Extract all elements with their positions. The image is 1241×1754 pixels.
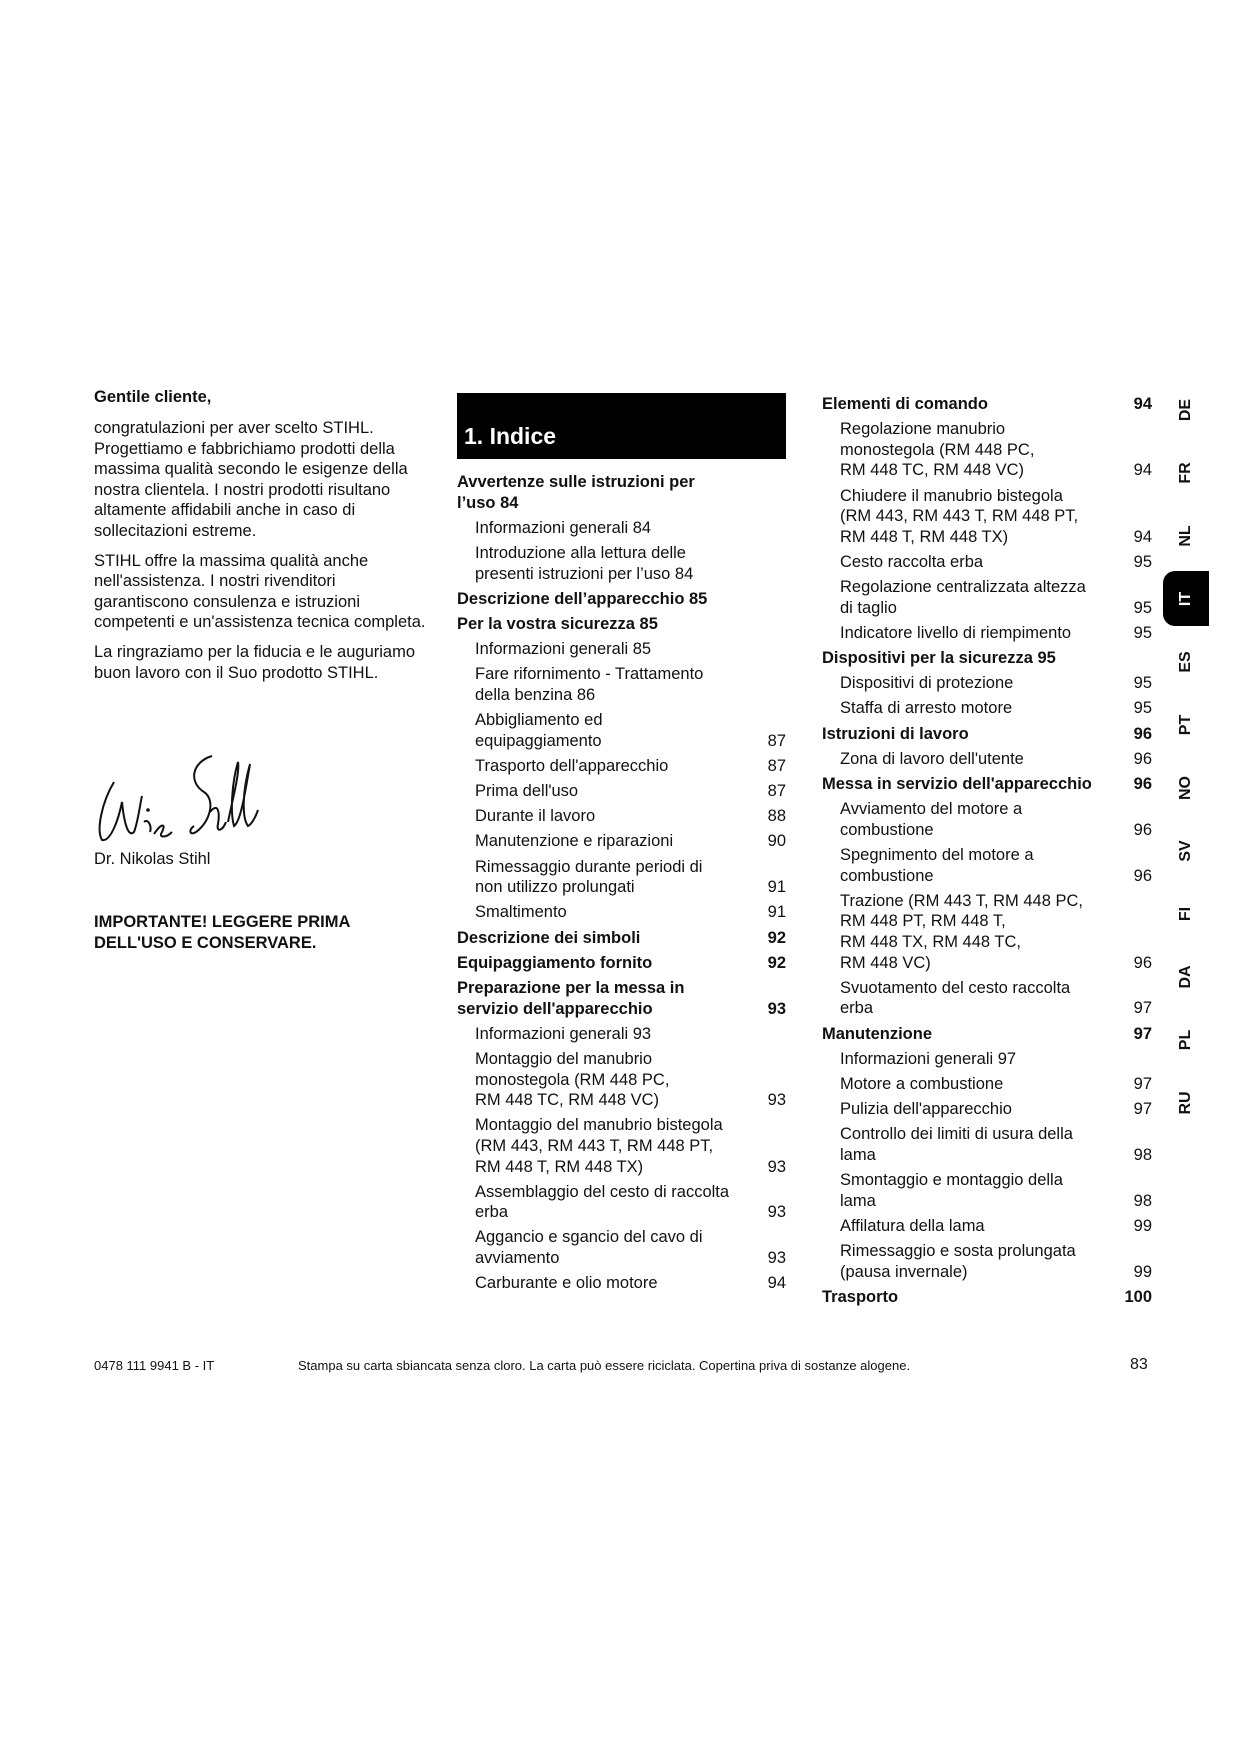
language-tab-fr[interactable] <box>1163 452 1209 493</box>
toc-entry-text: Chiudere il manubrio bistegola (RM 443, RM 443 T, RM 448 PT, RM 448 T, RM 448 TX) <box>840 486 1079 546</box>
toc-subentry[interactable] <box>457 664 786 705</box>
toc-entry-text: Regolazione centralizzata altezza di taglio <box>840 578 1086 617</box>
toc-entry-text: Trasporto dell'apparecchio <box>475 756 669 775</box>
letter-paragraph: STIHL offre la massima qualità anche nell'assistenza. I nostri rivenditori garantiscono consulenza e istruzioni competenti e un'assistenza tecnica completa. <box>94 551 426 632</box>
language-tab-sv[interactable] <box>1163 830 1209 871</box>
language-tab-label: ES <box>1177 650 1194 673</box>
toc-entry-page: 97 <box>1133 1074 1152 1093</box>
toc-entry-page: 94 <box>1133 395 1152 413</box>
toc-entry-text: Smontaggio e montaggio della lama <box>840 1171 1063 1210</box>
toc-subentry[interactable] <box>822 1074 1152 1095</box>
toc-subentry[interactable] <box>822 698 1152 719</box>
toc-subentry[interactable] <box>457 1049 786 1111</box>
language-tab-label: FI <box>1177 906 1194 921</box>
toc-entry-page: 93 <box>767 1157 786 1176</box>
toc-column-1 <box>457 472 786 1298</box>
language-tab-it[interactable] <box>1163 571 1209 626</box>
toc-entry-page: 92 <box>767 953 786 972</box>
toc-subentry[interactable] <box>457 639 786 660</box>
toc-entry-text: Abbigliamento ed equipaggiamento <box>475 711 603 750</box>
language-tab-label: NO <box>1177 775 1194 800</box>
toc-subentry[interactable] <box>822 623 1152 644</box>
toc-subentry[interactable] <box>822 749 1152 770</box>
toc-entry-page: 96 <box>1133 820 1152 839</box>
toc-entry-page: 99 <box>1133 1262 1152 1281</box>
toc-subentry[interactable] <box>822 891 1152 973</box>
toc-entry-text: Informazioni generali 85 <box>475 640 652 659</box>
toc-subentry[interactable] <box>822 577 1152 618</box>
signature-image <box>92 752 262 846</box>
toc-entry-page: 87 <box>767 731 786 750</box>
toc-entry-text: Avviamento del motore a combustione <box>840 800 1023 839</box>
toc-entry-page: 90 <box>767 832 786 851</box>
toc-subentry[interactable] <box>822 978 1152 1019</box>
toc-section-entry[interactable] <box>457 614 786 635</box>
toc-entry-text: Descrizione dei simboli <box>457 928 641 947</box>
toc-entry-page: 97 <box>1133 1100 1152 1119</box>
toc-entry-page: 93 <box>767 1091 786 1110</box>
toc-section-entry[interactable] <box>822 1287 1152 1308</box>
toc-entry-page: 91 <box>767 903 786 922</box>
signer-name: Dr. Nikolas Stihl <box>94 850 211 868</box>
toc-entry-page: 94 <box>1133 461 1152 480</box>
toc-subentry[interactable] <box>457 518 786 539</box>
toc-entry-page: 94 <box>1133 527 1152 546</box>
toc-entry-text: Informazioni generali 97 <box>840 1049 1017 1068</box>
toc-entry-text: Introduzione alla lettura delle presenti istruzioni per l’uso 84 <box>475 543 694 583</box>
toc-entry-page: 100 <box>1124 1287 1152 1306</box>
toc-entry-page: 99 <box>1133 1216 1152 1235</box>
toc-entry-text: Trasporto <box>822 1287 899 1306</box>
language-tab-label: FR <box>1177 461 1194 484</box>
page-number: 83 <box>1130 1356 1148 1373</box>
toc-section-entry[interactable] <box>822 774 1152 795</box>
toc-subentry[interactable] <box>457 756 786 777</box>
language-tab-de[interactable] <box>1163 389 1209 430</box>
toc-entry-text: Messa in servizio dell'apparecchio <box>822 775 1092 794</box>
toc-entry-text: Svuotamento del cesto raccolta erba <box>840 978 1071 1018</box>
toc-entry-text: Avvertenze sulle istruzioni per l’uso 84 <box>457 473 695 512</box>
toc-entry-page: 97 <box>1133 1024 1152 1043</box>
toc-entry-text: Elementi di comando <box>822 395 988 413</box>
toc-subentry[interactable] <box>822 1049 1152 1070</box>
toc-entry-text: Trazione (RM 443 T, RM 448 PC, RM 448 PT, RM 448 T, RM 448 TX, RM 448 TC, RM 448 VC) <box>840 891 1084 972</box>
language-tab-label: RU <box>1177 1090 1194 1115</box>
toc-entry-text: Staffa di arresto motore <box>840 699 1013 718</box>
toc-subentry[interactable] <box>822 1241 1152 1282</box>
toc-section-entry[interactable] <box>457 589 786 610</box>
toc-entry-page: 98 <box>1133 1191 1152 1210</box>
toc-entry-text: Manutenzione <box>822 1024 932 1043</box>
toc-subentry[interactable] <box>457 902 786 923</box>
toc-entry-text: Indicatore livello di riempimento <box>840 623 1072 642</box>
toc-subentry[interactable] <box>457 1227 786 1268</box>
language-tab-da[interactable] <box>1163 956 1209 997</box>
toc-entry-text: Spegnimento del motore a combustione <box>840 846 1034 885</box>
toc-section-entry[interactable] <box>822 648 1152 669</box>
language-tab-es[interactable] <box>1163 641 1209 682</box>
toc-section-entry[interactable] <box>457 978 786 1019</box>
toc-subentry[interactable] <box>457 1273 786 1294</box>
language-tab-fi[interactable] <box>1163 893 1209 934</box>
language-tab-label: IT <box>1177 591 1194 606</box>
toc-section-entry[interactable] <box>457 928 786 949</box>
toc-subentry[interactable] <box>822 673 1152 694</box>
toc-entry-page: 98 <box>1133 1145 1152 1164</box>
toc-section-entry[interactable] <box>457 472 786 513</box>
toc-entry-text: Per la vostra sicurezza 85 <box>457 614 658 633</box>
toc-subentry[interactable] <box>457 831 786 852</box>
toc-subentry[interactable] <box>822 419 1152 481</box>
toc-entry-text: Smaltimento <box>475 903 567 922</box>
toc-subentry[interactable] <box>822 552 1152 573</box>
toc-entry-page: 95 <box>1133 598 1152 617</box>
language-tab-label: SV <box>1177 839 1194 862</box>
document-code: 0478 111 9941 B - IT <box>94 1358 215 1373</box>
toc-subentry[interactable] <box>457 1024 786 1045</box>
toc-entry-text: Dispositivi di protezione <box>840 674 1014 693</box>
toc-entry-text: Durante il lavoro <box>475 807 596 826</box>
toc-subentry[interactable] <box>822 1124 1152 1165</box>
toc-entry-page: 95 <box>1133 552 1152 571</box>
toc-entry-text: Prima dell'uso <box>475 782 579 801</box>
toc-entry-page: 96 <box>1133 724 1152 743</box>
toc-subentry[interactable] <box>822 799 1152 840</box>
greeting: Gentile cliente, <box>94 388 212 406</box>
language-tab-label: DA <box>1177 964 1194 989</box>
toc-entry-text: Carburante e olio motore <box>475 1274 658 1293</box>
toc-subentry[interactable] <box>822 1216 1152 1237</box>
toc-entry-text: Dispositivi per la sicurezza 95 <box>822 649 1056 668</box>
language-tab-no[interactable] <box>1163 767 1209 808</box>
toc-section-entry[interactable] <box>822 394 1152 415</box>
toc-entry-text: Aggancio e sgancio del cavo di avviamento <box>475 1228 703 1268</box>
toc-section-entry[interactable] <box>457 953 786 974</box>
toc-entry-text: Zona di lavoro dell'utente <box>840 749 1024 768</box>
toc-section-entry[interactable] <box>822 724 1152 745</box>
toc-entry-text: Regolazione manubrio monostegola (RM 448 PC, RM 448 TC, RM 448 VC) <box>840 420 1035 480</box>
toc-subentry[interactable] <box>457 806 786 827</box>
toc-entry-page: 96 <box>1133 775 1152 794</box>
toc-entry-text: Cesto raccolta erba <box>840 552 984 571</box>
toc-entry-text: Controllo dei limiti di usura della lama <box>840 1125 1073 1164</box>
toc-entry-page: 87 <box>767 756 786 775</box>
toc-subentry[interactable] <box>457 543 786 584</box>
toc-entry-page: 97 <box>1133 999 1152 1018</box>
toc-entry-text: Descrizione dell’apparecchio 85 <box>457 589 708 608</box>
toc-title: 1. Indice <box>464 423 557 449</box>
toc-column-2 <box>822 394 1152 1312</box>
toc-entry-page: 95 <box>1133 674 1152 693</box>
toc-entry-text: Montaggio del manubrio monostegola (RM 448 PC, RM 448 TC, RM 448 VC) <box>475 1049 670 1110</box>
toc-subentry[interactable] <box>822 1170 1152 1211</box>
letter-paragraph: congratulazioni per aver scelto STIHL. Progettiamo e fabbrichiamo prodotti della massima qualità secondo le esigenze della nostra clientela. I nostri prodotti risultano altamente affidabili anche in caso di sollecitazioni estreme. <box>94 419 408 540</box>
toc-subentry[interactable] <box>457 781 786 802</box>
toc-entry-page: 87 <box>767 782 786 801</box>
toc-subentry[interactable] <box>822 486 1152 548</box>
toc-entry-text: Informazioni generali 93 <box>475 1024 652 1043</box>
language-tab-label: DE <box>1177 398 1194 421</box>
toc-entry-text: Rimessaggio durante periodi di non utilizzo prolungati <box>475 857 703 897</box>
toc-subentry[interactable] <box>457 1115 786 1177</box>
letter-paragraph: La ringraziamo per la fiducia e le auguriamo buon lavoro con il Suo prodotto STIHL. <box>94 642 416 682</box>
toc-entry-text: Rimessaggio e sosta prolungata (pausa invernale) <box>840 1242 1076 1281</box>
toc-entry-text: Informazioni generali 84 <box>475 518 652 537</box>
footer-note: Stampa su carta sbiancata senza cloro. La carta può essere riciclata. Copertina priva di sostanze alogene. <box>298 1358 911 1373</box>
toc-entry-page: 95 <box>1133 623 1152 642</box>
toc-entry-page: 96 <box>1133 749 1152 768</box>
toc-entry-page: 93 <box>767 1249 786 1268</box>
toc-entry-text: Equipaggiamento fornito <box>457 953 653 972</box>
toc-entry-page: 91 <box>767 878 786 897</box>
toc-entry-page: 95 <box>1133 699 1152 718</box>
toc-header <box>457 393 786 459</box>
toc-entry-page: 96 <box>1133 866 1152 885</box>
toc-subentry[interactable] <box>822 845 1152 886</box>
language-tab-ru[interactable] <box>1163 1082 1209 1123</box>
toc-section-entry[interactable] <box>822 1024 1152 1045</box>
language-tab-label: PT <box>1177 714 1194 735</box>
important-notice: IMPORTANTE! LEGGERE PRIMA DELL'USO E CONSERVARE. <box>94 913 350 952</box>
toc-entry-text: Affilatura della lama <box>840 1216 985 1235</box>
letter-body <box>94 418 429 692</box>
toc-entry-text: Motore a combustione <box>840 1074 1004 1093</box>
language-tab-pt[interactable] <box>1163 704 1209 745</box>
language-tab-nl[interactable] <box>1163 515 1209 556</box>
toc-entry-text: Montaggio del manubrio bistegola (RM 443, RM 443 T, RM 448 PT, RM 448 T, RM 448 TX) <box>475 1116 723 1176</box>
toc-subentry[interactable] <box>457 1182 786 1223</box>
toc-entry-page: 94 <box>767 1274 786 1293</box>
toc-entry-text: Fare rifornimento - Trattamento della benzina 86 <box>475 665 704 704</box>
toc-entry-text: Assemblaggio del cesto di raccolta erba <box>475 1182 730 1222</box>
toc-entry-page: 96 <box>1133 953 1152 972</box>
language-tab-label: NL <box>1177 524 1194 547</box>
toc-subentry[interactable] <box>457 710 786 751</box>
toc-subentry[interactable] <box>822 1099 1152 1120</box>
toc-entry-text: Pulizia dell'apparecchio <box>840 1100 1012 1119</box>
toc-subentry[interactable] <box>457 857 786 898</box>
language-tabs <box>1163 389 1209 1145</box>
language-tab-pl[interactable] <box>1163 1019 1209 1060</box>
toc-entry-text: Manutenzione e riparazioni <box>475 832 674 851</box>
toc-entry-page: 88 <box>767 807 786 826</box>
toc-entry-page: 93 <box>767 1203 786 1222</box>
toc-entry-text: Istruzioni di lavoro <box>822 724 969 743</box>
toc-entry-page: 93 <box>767 999 786 1018</box>
toc-entry-page: 92 <box>767 928 786 947</box>
language-tab-label: PL <box>1177 1029 1194 1050</box>
toc-entry-text: Preparazione per la messa in servizio dell'apparecchio <box>457 978 685 1018</box>
